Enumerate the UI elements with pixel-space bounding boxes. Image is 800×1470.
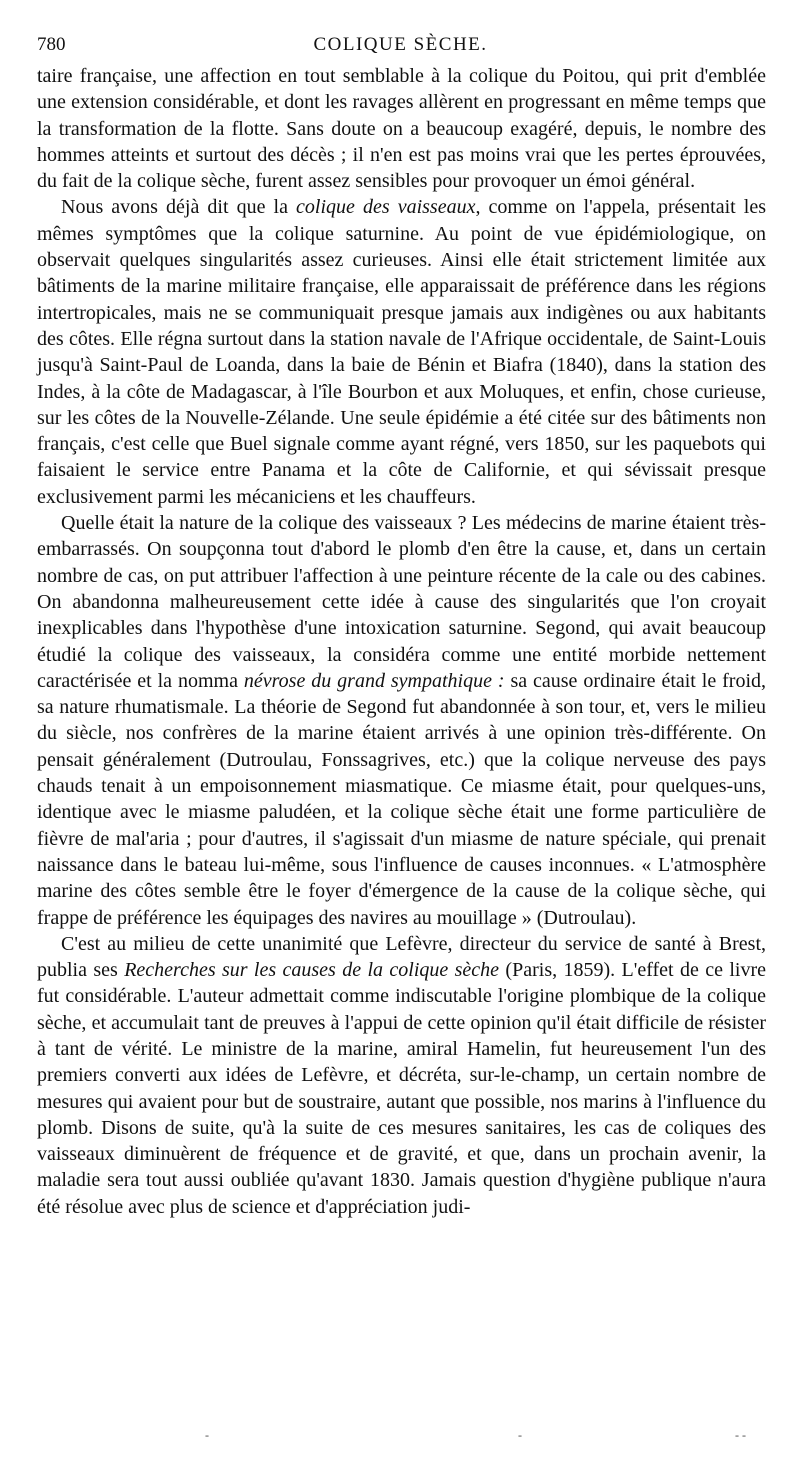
paragraph [37, 63, 766, 194]
scan-marks: - - - - [205, 1428, 746, 1442]
page-header [37, 26, 764, 66]
paragraph [37, 510, 766, 931]
paragraph [37, 931, 766, 1220]
running-title: COLIQUE SÈCHE. [313, 34, 488, 55]
text-run: Nous avons déjà dit que la [61, 196, 297, 219]
italic-text: Recherches sur les causes de la colique sèche [124, 959, 500, 982]
page-number: 780 [37, 34, 66, 55]
paragraph [37, 194, 766, 510]
text-run: taire française, une affection en tout semblable à la colique du Poitou, qui prit d'emblée une extension considérable, et dont les ravages allèrent en progressant en même temps que la transformation de la flotte. Sans doute on a beaucoup exagéré, depuis, le nombre des hommes atteints et surtout des décès ; il n'en est pas moins vrai que les pertes éprouvées, du fait de la colique sèche, furent assez sensibles pour provoquer un émoi général. [37, 65, 766, 193]
body-text [37, 63, 766, 1220]
italic-text: colique des vaisseaux [296, 196, 476, 219]
text-run: , comme on l'appela, présentait les mêmes symptômes que la colique saturnine. Au point de vue épidémiologique, on observait quelques singularités assez curieuses. Ainsi elle était strictement limitée aux bâtiments de la marine militaire française, elle apparaissait de préférence dans les régions intertropicales, mais ne se communiquait presque jamais aux indigènes ou aux habitants des côtes. Elle régna surtout dans la station navale de l'Afrique occidentale, de Saint-Louis jusqu'à Saint-Paul de Loanda, dans la baie de Bénin et Biafra (1840), dans la station des Indes, à la côte de Madagascar, à l'île Bourbon et aux Moluques, et enfin, chose curieuse, sur les côtes de la Nouvelle-Zélande. Une seule épidémie a été citée sur des bâtiments non français, c'est celle que Buel signale comme ayant régné, vers 1850, sur les paquebots qui faisaient le service entre Panama et la côte de Californie, et qui sévissait presque exclusivement parmi les mécaniciens et les chauffeurs. [37, 196, 766, 508]
text-run: sa cause ordinaire était le froid, sa nature rhumatismale. La théorie de Segond fut abandonnée à son tour, et, vers le milieu du siècle, nos confrères de la marine étaient arrivés à une opinion très-différente. On pensait généralement (Dutroulau, Fonssagrives, etc.) que la colique nerveuse des pays chauds tenait à un empoisonnement miasmatique. Ce miasme était, pour quelques-uns, identique avec le miasme paludéen, et la colique sèche était une forme particulière de fièvre de mal'aria ; pour d'autres, il s'agissait d'un miasme de nature spéciale, qui prenait naissance dans le bateau lui-même, sous l'influence de causes inconnues. « L'atmosphère marine des côtes semble être le foyer d'émergence de la cause de la colique sèche, qui frappe de préférence les équipages des navires au mouillage » (Dutroulau). [37, 669, 767, 929]
text-run: (Paris, 1859). L'effet de ce livre fut considérable. L'auteur admettait comme indiscutable l'origine plombique de la colique sèche, et accumulait tant de preuves à l'appui de cette opinion qu'il était difficile de résister à tant de vérité. Le ministre de la marine, amiral Hamelin, fut heureusement l'un des premiers converti aux idées de Lefèvre, et décréta, sur-le-champ, un certain nombre de mesures qui avaient pour but de soustraire, autant que possible, nos marins à l'influence du plomb. Disons de suite, qu'à la suite de ces mesures sanitaires, les cas de coliques des vaisseaux diminuèrent de fréquence et de gravité, et que, dans un prochain avenir, la maladie sera tout aussi oubliée qu'avant 1830. Jamais question d'hygiène publique n'aura été résolue avec plus de science et d'appréciation judi- [37, 959, 766, 1218]
text-run: Quelle était la nature de la colique des vaisseaux ? Les médecins de marine étaient très-embarrassés. On soupçonna tout d'abord le plomb d'en être la cause, et, dans un certain nombre de cas, on put attribuer l'affection à une peinture récente de la cale ou des cabines. On abandonna malheureusement cette idée à cause des singularités que l'on croyait inexplicables dans l'hypothèse d'une intoxication saturnine. Segond, qui avait beaucoup étudié la colique des vaisseaux, la considéra comme une entité morbide nettement caractérisée et la nomma [37, 512, 766, 692]
text-run: C'est au milieu de cette unanimité que Lefèvre, directeur du service de santé à Brest, publia ses [37, 932, 766, 982]
italic-text: névrose du grand sympathique : [243, 669, 505, 692]
